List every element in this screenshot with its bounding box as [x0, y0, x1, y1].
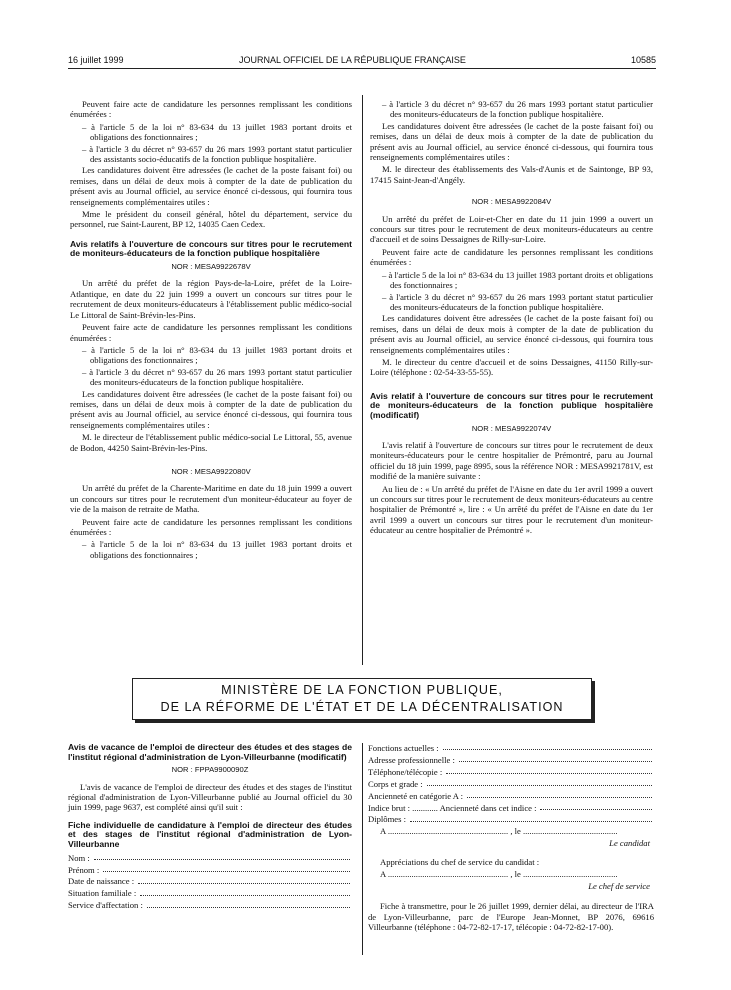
paragraph: Fiche à transmettre, pour le 26 juillet 1999, dernier délai, au directeur de l'IRA de Lyon-Villeurbanne, parc de l'Europe Jean-Monnet, BP 2076, 69616 Villeurbanne (téléphone : 04-72-82-17-17, télécopie : 04-72-82-17-00).: [368, 901, 654, 933]
bottom-left-column: [68, 743, 352, 912]
nor-reference: NOR : FPPA9900090Z: [171, 765, 249, 775]
field-label: Date de naissance :: [68, 876, 135, 887]
nor-reference: NOR : MESA9922080V: [171, 466, 251, 476]
section-title: Avis de vacance de l'emploi de directeur des études et des stages de l'institut régional d'administration de Lyon-Villeurbanne (modificatif): [68, 742, 352, 762]
bottom-right-column: [368, 743, 654, 935]
paragraph: Un arrêté du préfet de la Charente-Maritime en date du 18 juin 1999 a ouvert un concours sur titres pour le recrutement d'un moniteur-éducateur au foyer de vie de la maison de retraite de Matha.: [70, 483, 352, 515]
form-field[interactable]: [368, 791, 654, 801]
form-fields-left: [68, 853, 352, 911]
header-page-number: 10585: [630, 55, 656, 65]
list-item: – à l'article 5 de la loi n° 83-634 du 13 juillet 1983 portant droits et obligations des fonctionnaires ;: [82, 539, 352, 560]
paragraph: Les candidatures doivent être adressées (le cachet de la poste faisant foi) ou remises, dans un délai de deux mois à compter de la date de publication du présent avis au Journal officiel, au service énoncé ci-dessous, qui fournira tous renseignements complémentaires utiles :: [70, 388, 352, 430]
nor-reference: NOR : MESA9922678V: [171, 262, 251, 272]
column-divider: [362, 95, 363, 665]
paragraph: M. le directeur de l'établissement public médico-social Le Littoral, 55, avenue de Bodon, 44250 Saint-Brévin-les-Pins.: [70, 432, 352, 453]
paragraph: Peuvent faire acte de candidature les personnes remplissant les conditions énumérées :: [370, 246, 653, 268]
form-field[interactable]: [68, 876, 352, 886]
form-field[interactable]: [368, 767, 654, 777]
list-item: – à l'article 3 du décret n° 93-657 du 26 mars 1993 portant statut particulier des moniteurs-éducateurs de la fonction publique hospitalière.: [82, 366, 352, 388]
paragraph: Au lieu de : « Un arrêté du préfet de l'Aisne en date du 1er avril 1999 a ouvert un concours sur titres pour le recrutement de deux moniteurs-éducateurs au centre hospitalier de Prémontré », lire : « Un arrêté du préfet de l'Aisne en date du 1er avril 1999 a ouvert un concours sur titres pour le recrutement d'un moniteur-éducateur au centre hospitalier de Prémontré ».: [370, 483, 653, 536]
paragraph: Un arrêté du préfet de Loir-et-Cher en date du 11 juin 1999 a ouvert un concours sur titres pour le recrutement de deux moniteurs-éducateurs au centre d'accueil et de soins Dessaignes de Rilly-sur-Loire.: [370, 213, 653, 245]
field-line: [140, 888, 350, 895]
nor-reference: NOR : MESA9922074V: [471, 423, 552, 433]
form-title: Fiche individuelle de candidature à l'emploi de directeur des études et des stages de l'institut régional d'administration de Lyon-Villeurbanne: [68, 819, 352, 849]
nor-reference: NOR : MESA9922084V: [471, 197, 552, 207]
paragraph: Peuvent faire acte de candidature les personnes remplissant les conditions énumérées :: [70, 322, 352, 343]
field-label: Téléphone/télécopie :: [368, 766, 443, 777]
paragraph: Les candidatures doivent être adressées (le cachet de la poste faisant foi) ou remises, dans un délai de deux mois à compter de la date de publication du présent avis au Journal officiel, au service énoncé ci-dessous, qui fournira tous renseignements complémentaires utiles :: [370, 313, 653, 355]
field-line: [138, 876, 350, 883]
ministry-line-1: MINISTÈRE DE LA FONCTION PUBLIQUE,: [221, 683, 503, 697]
field-label: Situation familiale :: [68, 888, 137, 899]
form-field[interactable]: [68, 865, 352, 875]
field-label: Ancienneté en catégorie A :: [368, 790, 463, 801]
field-line: [147, 900, 350, 907]
ministry-line-2: DE LA RÉFORME DE L'ÉTAT ET DE LA DÉCENTRALISATION: [160, 700, 564, 714]
list-item: – à l'article 3 du décret n° 93-657 du 26 mars 1993 portant statut particulier des moniteurs-éducateurs de la fonction publique hospitalière.: [382, 99, 653, 120]
header-date: 16 juillet 1999: [68, 55, 124, 65]
form-field[interactable]: [68, 900, 352, 910]
form-field[interactable]: [368, 743, 654, 753]
field-line: [103, 865, 350, 872]
field-label: Fonctions actuelles :: [368, 743, 439, 753]
field-label: Adresse professionnelle :: [368, 754, 455, 765]
paragraph: Appréciations du chef de service du candidat :: [380, 856, 540, 867]
list-item: – à l'article 5 de la loi n° 83-634 du 13 juillet 1983 portant droits et obligations des fonctionnaires ;: [82, 344, 352, 366]
section-title: Avis relatifs à l'ouverture de concours sur titres pour le recrutement de moniteurs-éducateurs de la fonction publique hospitalière: [70, 238, 352, 259]
paragraph: L'avis relatif à l'ouverture de concours sur titres pour le recrutement de deux moniteurs-éducateurs pour le centre hospitalier de Prémontré, paru au Journal officiel du 18 juin 1999, page 8995, sous la référence NOR : MESA9921781V, est modifié de la manière suivante :: [370, 439, 653, 482]
paragraph: Les candidatures doivent être adressées (le cachet de la poste faisant foi) ou remises, dans un délai de deux mois à compter de la date de publication du présent avis au Journal officiel, au service énoncé ci-dessous, qui fournira tous renseignements complémentaires utiles :: [70, 165, 352, 207]
field-label: Service d'affectation :: [68, 900, 143, 911]
form-field[interactable]: [368, 755, 654, 765]
ministry-heading: [132, 678, 592, 720]
field-line: [446, 767, 652, 774]
signature-chief: Le chef de service: [588, 880, 650, 891]
signature-candidate: Le candidat: [609, 838, 650, 849]
field-line: [94, 853, 350, 860]
paragraph: Un arrêté du préfet de la région Pays-de-la-Loire, préfet de la Loire-Atlantique, en date du 22 juin 1999 a ouvert un concours sur titres pour le recrutement de deux moniteurs-éducateurs à l'établissement public médico-social Le Littoral de Saint-Brévin-les-Pins.: [70, 278, 352, 320]
paragraph: Mme le président du conseil général, hôtel du département, service du personnel, rue Saint-Laurent, BP 12, 14035 Caen Cedex.: [70, 209, 352, 230]
section-title: Avis relatif à l'ouverture de concours sur titres pour le recrutement de moniteurs-éducateurs de la fonction publique hospitalière (modificatif): [370, 390, 653, 420]
paragraph: L'avis de vacance de l'emploi de directeur des études et des stages de l'institut régional d'administration de Lyon-Villeurbanne publié au Journal officiel du 30 juin 1999, page 9637, est complété ainsi qu'il suit :: [68, 781, 352, 813]
form-field[interactable]: [368, 814, 654, 824]
form-field[interactable]: [368, 803, 654, 813]
field-label: Diplômes :: [368, 814, 406, 825]
field-label: Indice brut : ............ Ancienneté dans cet indice :: [368, 802, 537, 813]
paragraph: Peuvent faire acte de candidature les personnes remplissant les conditions énumérées :: [70, 99, 352, 120]
field-line: [459, 755, 652, 762]
page-header: [68, 55, 656, 69]
field-line: [443, 743, 652, 750]
field-line: [540, 803, 652, 810]
paragraph: Peuvent faire acte de candidature les personnes remplissant les conditions énumérées :: [70, 516, 352, 537]
field-line: [467, 791, 652, 798]
place-date-line[interactable]: [368, 826, 654, 836]
form-field[interactable]: [368, 779, 654, 789]
field-label: Nom :: [68, 852, 90, 863]
list-item: – à l'article 5 de la loi n° 83-634 du 13 juillet 1983 portant droits et obligations des fonctionnaires ;: [382, 269, 653, 291]
right-column: [370, 99, 653, 538]
list-item: – à l'article 3 du décret n° 93-657 du 26 mars 1993 portant statut particulier des moniteurs-éducateurs de la fonction publique hospitalière.: [382, 291, 653, 312]
form-field[interactable]: [68, 888, 352, 898]
field-line: [427, 779, 652, 786]
header-journal: JOURNAL OFFICIEL DE LA RÉPUBLIQUE FRANÇAISE: [239, 55, 466, 65]
field-label: Prénom :: [68, 864, 100, 875]
column-divider: [362, 743, 363, 955]
list-item: – à l'article 3 du décret n° 93-657 du 26 mars 1993 portant statut particulier des assistants socio-éducatifs de la fonction publique hospitalière.: [82, 143, 352, 165]
field-label: A ........................................................ , le ............................................: [380, 826, 618, 837]
form-field[interactable]: [68, 853, 352, 863]
field-label: A ........................................................ , le ............................................: [380, 869, 618, 880]
paragraph: Les candidatures doivent être adressées (le cachet de la poste faisant foi) ou remises, dans un délai de deux mois à compter de la date de publication du présent avis au Journal officiel, au service énoncé ci-dessous, qui fournira tous renseignements complémentaires utiles :: [370, 120, 653, 163]
paragraph: M. le directeur du centre d'accueil et de soins Dessaignes, 41150 Rilly-sur-Loire (téléphone : 02-54-33-55-55).: [370, 356, 653, 378]
field-line: [410, 814, 652, 821]
header-rule: [68, 68, 656, 69]
list-item: – à l'article 5 de la loi n° 83-634 du 13 juillet 1983 portant droits et obligations des fonctionnaires ;: [82, 121, 352, 143]
paragraph: M. le directeur des établissements des Vals-d'Aunis et de Saintonge, BP 93, 17415 Saint-Jean-d'Angély.: [370, 164, 653, 185]
left-column: [70, 99, 352, 561]
field-label: Corps et grade :: [368, 778, 423, 789]
place-date-line[interactable]: [368, 869, 654, 879]
